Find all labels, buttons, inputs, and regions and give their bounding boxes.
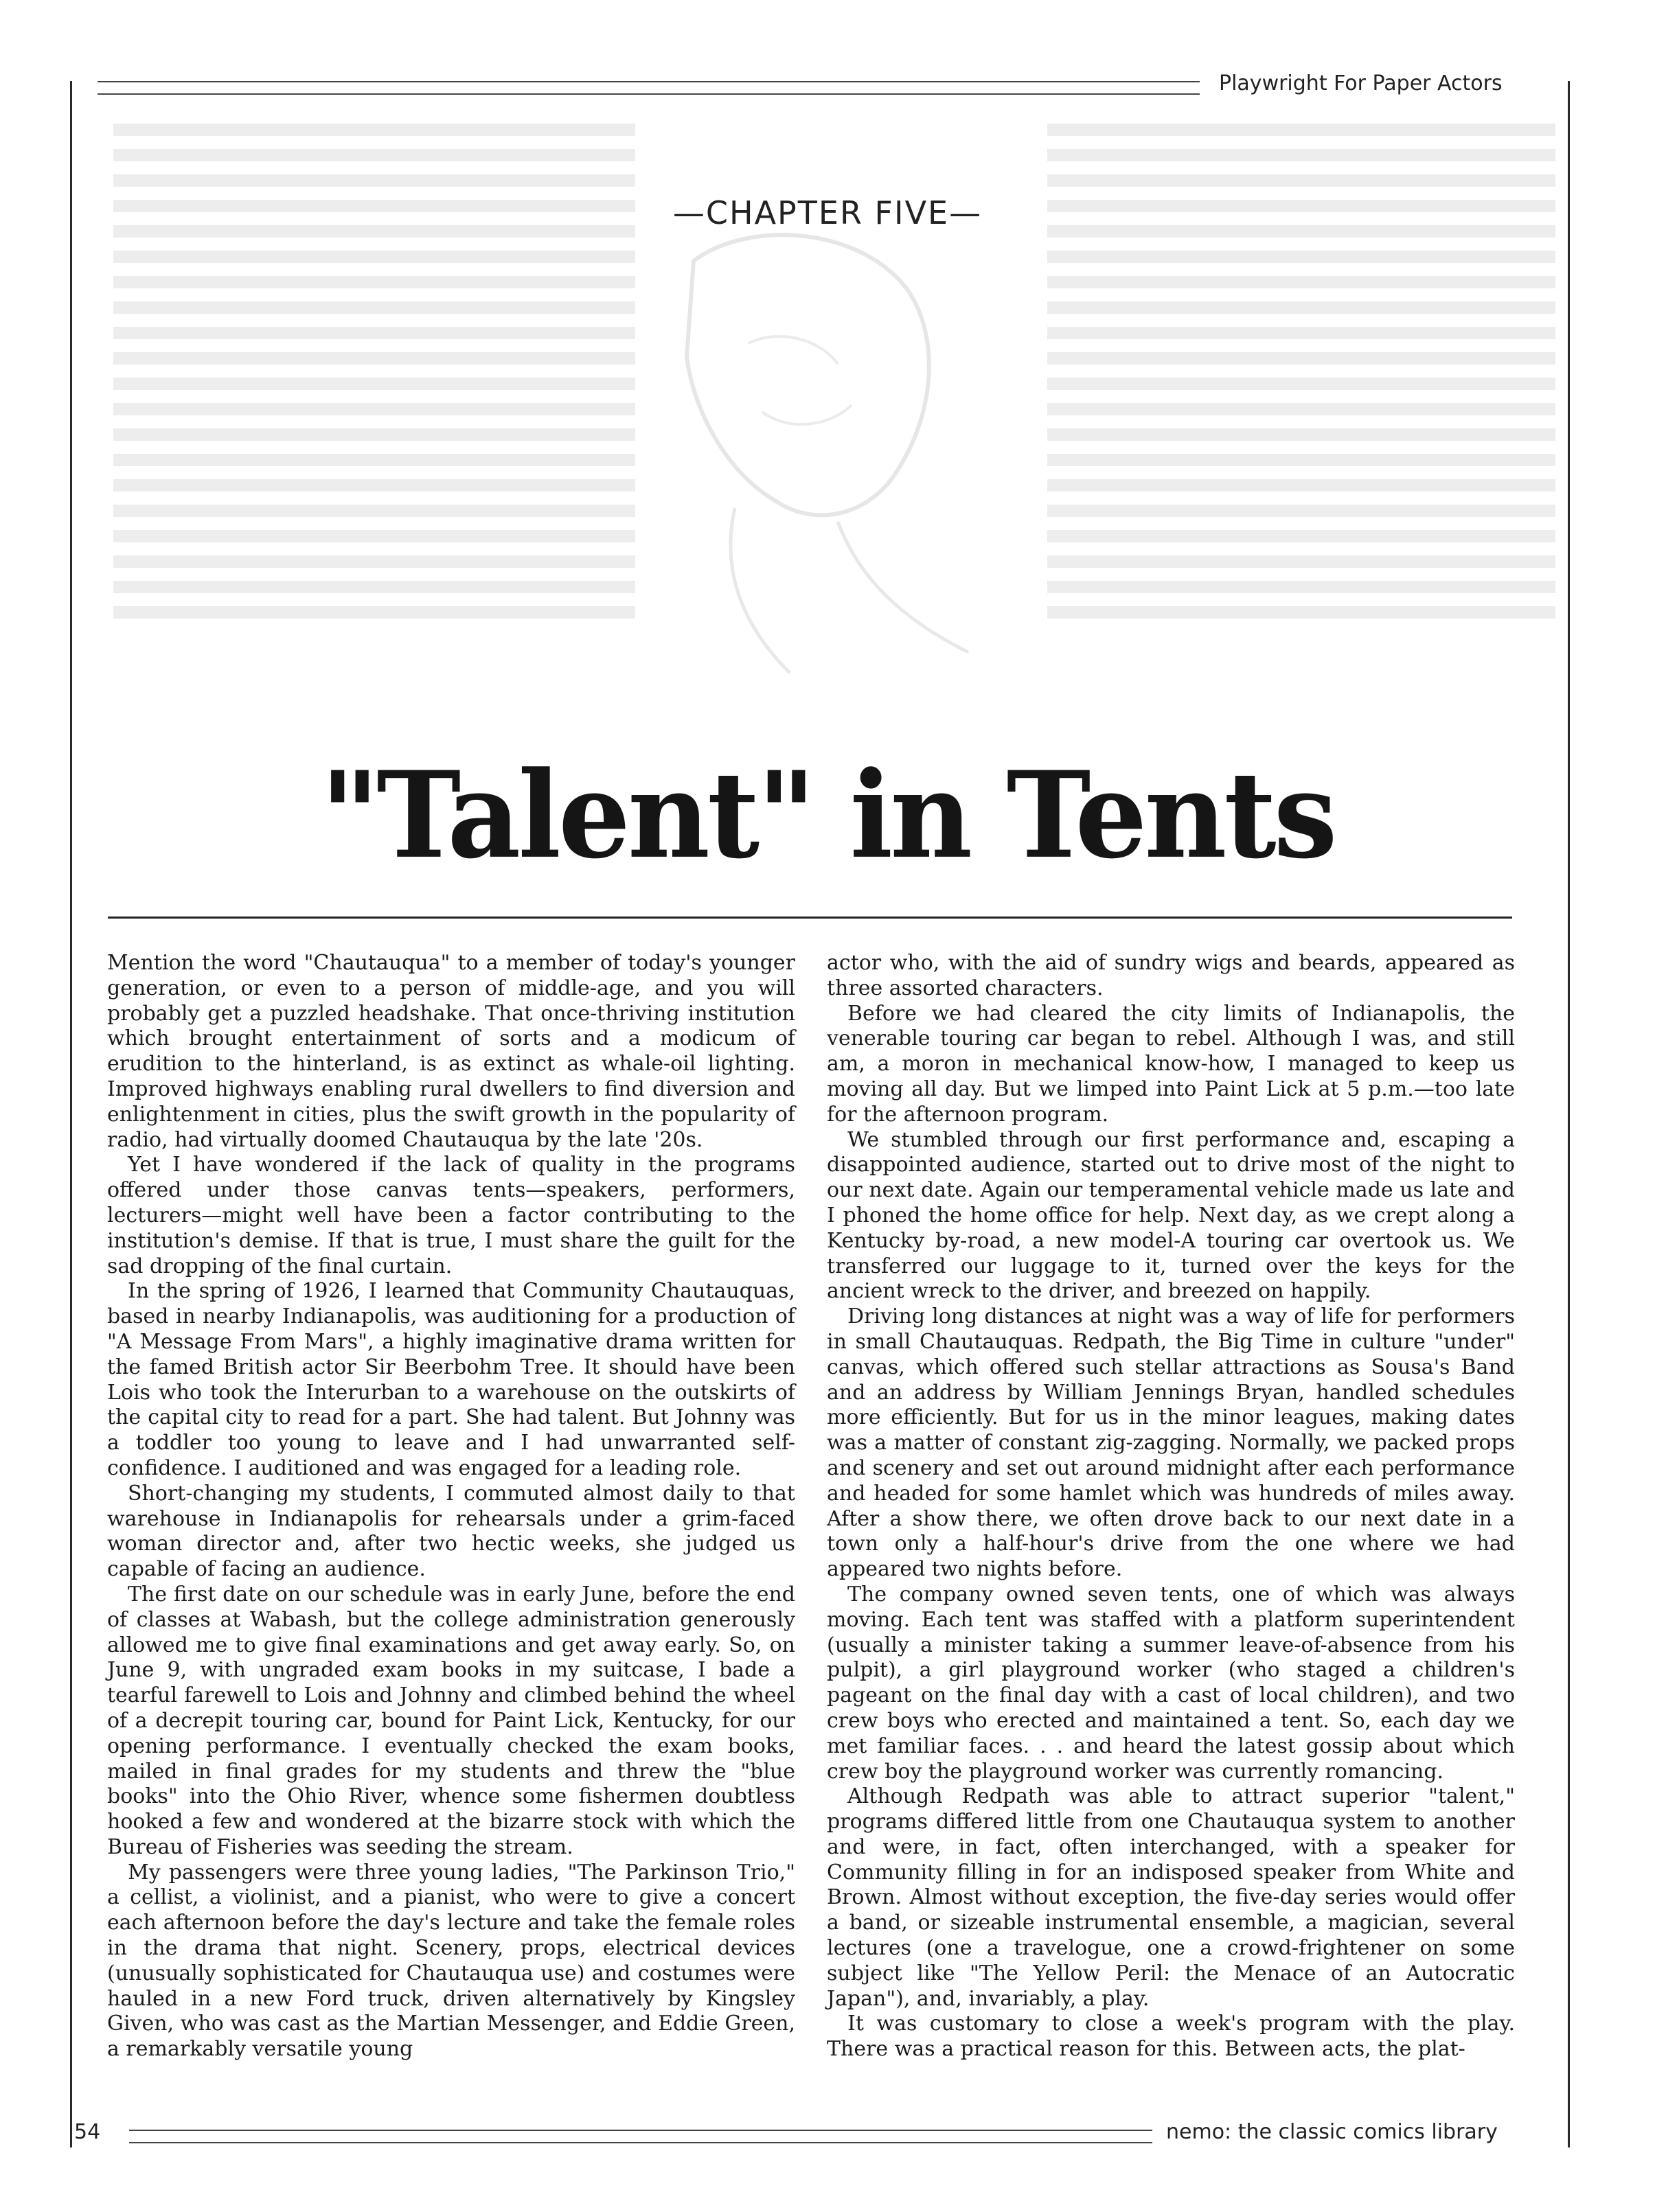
- page-frame-left-rule: [70, 81, 72, 2147]
- page-frame-right-rule: [1568, 81, 1570, 2147]
- header-double-rule: [98, 81, 1200, 95]
- paragraph: It was customary to close a week's program with the play. There was a practical reason for this. Between acts, the plat-: [827, 2012, 1515, 2062]
- paragraph: The first date on our schedule was in early June, before the end of classes at Wabash, but the college administration generously allowed me to give final examinations and get away early. So, on June 9, with ungraded exam books in my suitcase, I bade a tearful farewell to Lois and Johnny and climbed behind the wheel of a decrepit touring car, bound for Paint Lick, Kentucky, for our opening performance. I eventually checked the exam books, mailed in final grades for my students and threw the "blue books" into the Ohio River, whence some fishermen doubtless hooked a few and wondered at the bizarre stock with which the Bureau of Fisheries was seeding the stream.: [107, 1582, 795, 1859]
- page-number: 54: [74, 2120, 101, 2144]
- left-column: [107, 951, 795, 2062]
- paragraph: My passengers were three young ladies, "The Parkinson Trio," a cellist, a violinist, and a pianist, who were to give a concert each afternoon before the day's lecture and take the female roles in the drama that night. Scenery, props, electrical devices (unusually sophisticated for Chautauqua use) and costumes were hauled in a new Ford truck, driven alternatively by Kingsley Given, who was cast as the Martian Messenger, and Eddie Green, a remarkably versatile young: [107, 1860, 795, 2062]
- paragraph: Before we had cleared the city limits of Indianapolis, the venerable touring car began to rebel. Although I was, and still am, a moron in mechanical know-how, I managed to keep us moving all day. But we limped into Paint Lick at 5 p.m.—too late for the afternoon program.: [827, 1001, 1515, 1127]
- paragraph: actor who, with the aid of sundry wigs and beards, appeared as three assorted characters.: [827, 951, 1515, 1000]
- paragraph: Mention the word "Chautauqua" to a member of today's younger generation, or even to a person of middle-age, and you will probably get a puzzled headshake. That once-thriving institution which brought entertainment of sorts and a modicum of erudition to the hinterland, is as extinct as whale-oil lighting. Improved highways enabling rural dwellers to find diversion and enlightenment in cities, plus the swift growth in the popularity of radio, had virtually doomed Chautauqua by the late '20s.: [107, 951, 795, 1152]
- publication-name: nemo: the classic comics library: [1166, 2120, 1498, 2144]
- paragraph: We stumbled through our first performance and, escaping a disappointed audience, started out to drive most of the night to our next date. Again our temperamental vehicle made us late and I phoned the home office for help. Next day, as we crept along a Kentucky by-road, a new model-A touring car overtook us. We transferred our luggage to it, turned over the keys for the ancient wreck to the driver, and breezed on happily.: [827, 1127, 1515, 1304]
- paragraph: The company owned seven tents, one of which was always moving. Each tent was staffed with a platform superintendent (usually a minister taking a summer leave-of-absence from his pulpit), a girl playground worker (who staged a children's pageant on the final day with a cast of local children), and two crew boys who erected and maintained a tent. So, each day we met familiar faces. . . and heard the latest gossip about which crew boy the playground worker was currently romancing.: [827, 1582, 1515, 1784]
- paragraph: Yet I have wondered if the lack of quality in the programs offered under those canvas tents—speakers, performers, lecturers—might well have been a factor contributing to the institution's demise. If that is true, I must share the guilt for the sad dropping of the final curtain.: [107, 1153, 795, 1278]
- paragraph: In the spring of 1926, I learned that Community Chautauquas, based in nearby Indianapolis, was auditioning for a production of "A Message From Mars", a highly imaginative drama written for the famed British actor Sir Beerbohm Tree. It should have been Lois who took the Interurban to a warehouse on the outskirts of the capital city to read for a part. She had talent. But Johnny was a toddler too young to leave and I had unwarranted self-confidence. I auditioned and was engaged for a leading role.: [107, 1279, 795, 1480]
- paragraph: Although Redpath was able to attract superior "talent," programs differed little from one Chautauqua system to another and were, in fact, often interchanged, with a speaker for Community filling in for an indisposed speaker from White and Brown. Almost without exception, the five-day series would offer a band, or sizeable instrumental ensemble, a magician, several lectures (one a travelogue, one a crowd-frightener on some subject like "The Yellow Peril: the Menace of an Autocratic Japan"), and, invariably, a play.: [827, 1784, 1515, 2011]
- show-through-illustration: [611, 206, 1037, 700]
- paragraph: Short-changing my students, I commuted almost daily to that warehouse in Indianapolis for rehearsals under a grim-faced woman director and, after two hectic weeks, she judged us capable of facing an audience.: [107, 1481, 795, 1582]
- headline-rule: [108, 917, 1512, 919]
- running-title: Playwright For Paper Actors: [1219, 71, 1503, 95]
- article-headline: "Talent" in Tents: [320, 745, 1335, 885]
- paragraph: Driving long distances at night was a way of life for performers in small Chautauquas. Redpath, the Big Time in culture "under" canvas, which offered such stellar attractions as Sousa's Band and an address by William Jennings Bryan, handled schedules more efficiently. But for us in the minor leagues, making dates was a matter of constant zig-zagging. Normally, we packed props and scenery and set out around midnight after each performance and headed for some hamlet which was hundreds of miles away. After a show there, we often drove back to our next date in a town only a half-hour's drive from the one where we had appeared two nights before.: [827, 1304, 1515, 1582]
- chapter-label: —CHAPTER FIVE—: [672, 194, 983, 231]
- right-column: [827, 951, 1515, 2062]
- footer-double-rule: [129, 2130, 1152, 2143]
